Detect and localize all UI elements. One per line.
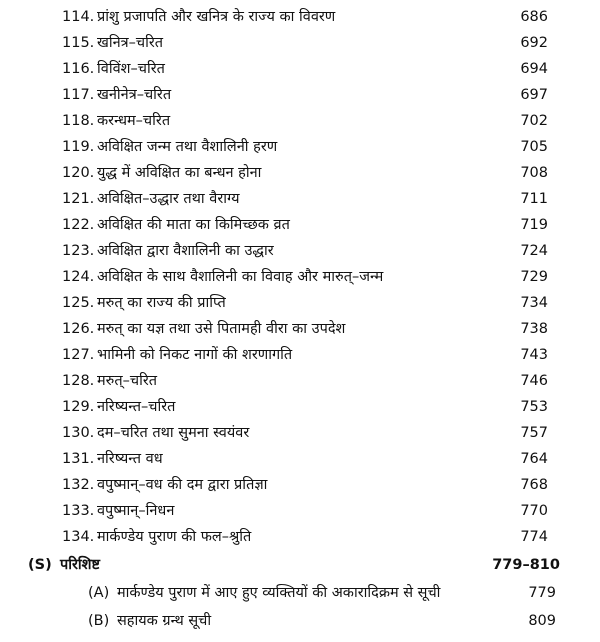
section-marker: (S) [28,557,52,573]
entry-title: दम–चरित तथा सुमना स्वयंवर [97,425,250,441]
entry-title: नरिष्यन्त–चरित [97,399,176,415]
subentry-page: 809 [528,613,556,629]
entry-number: 127. [62,347,95,363]
entry-number: 118. [62,113,95,129]
entry-number: 121. [62,191,95,207]
entry-page: 734 [520,295,548,311]
entry-title: खनित्र–चरित [97,35,164,51]
entry-page: 694 [520,61,548,77]
entry-page: 743 [520,347,548,363]
entry-page: 753 [520,399,548,415]
entry-title: अविक्षित की माता का किमिच्छक व्रत [97,217,290,233]
entry-title: अविक्षित जन्म तथा वैशालिनी हरण [97,139,278,155]
entry-title: अविक्षित–उद्धार तथा वैराग्य [97,191,240,207]
entry-page: 719 [520,217,548,233]
entry-number: 126. [62,321,95,337]
entry-number: 130. [62,425,95,441]
entry-number: 120. [62,165,95,181]
entry-title: मार्कण्डेय पुराण की फल–श्रुति [97,529,252,545]
entry-title: करन्धम–चरित [97,113,171,129]
entry-title: खनीनेत्र–चरित [97,87,172,103]
entry-title: वपुष्मान्–निधन [97,503,175,519]
entry-number: 122. [62,217,95,233]
entry-title: भामिनी को निकट नागों की शरणागति [97,347,293,363]
entry-title: अविक्षित द्वारा वैशालिनी का उद्धार [97,243,274,259]
entry-number: 131. [62,451,95,467]
entry-title: मरुत्–चरित [97,373,158,389]
entry-title: प्रांशु प्रजापति और खनित्र के राज्य का विवरण [97,9,336,25]
entry-title: नरिष्यन्त वध [97,451,163,467]
entry-number: 114. [62,9,95,25]
subentry-title: सहायक ग्रन्थ सूची [117,613,212,629]
entry-page: 774 [520,529,548,545]
entry-number: 132. [62,477,95,493]
entry-page: 724 [520,243,548,259]
entry-title: विविंश–चरित [97,61,165,77]
entry-title: अविक्षित के साथ वैशालिनी का विवाह और मारुत्–जन्म [97,269,384,285]
entry-page: 692 [520,35,548,51]
entry-number: 128. [62,373,95,389]
entry-number: 119. [62,139,95,155]
entry-page: 757 [520,425,548,441]
entry-number: 125. [62,295,95,311]
entry-title: मरुत् का राज्य की प्राप्ति [97,295,226,311]
entry-number: 117. [62,87,95,103]
entry-number: 115. [62,35,95,51]
entry-page: 746 [520,373,548,389]
entry-title: युद्ध में अविक्षित का बन्धन होना [97,165,262,181]
entry-page: 705 [520,139,548,155]
subentry-title: मार्कण्डेय पुराण में आए हुए व्यक्तियों की अकारादिक्रम से सूची [117,585,441,601]
entry-page: 686 [520,9,548,25]
entry-title: मरुत् का यज्ञ तथा उसे पितामही वीरा का उपदेश [97,321,346,337]
entry-number: 133. [62,503,95,519]
entry-number: 124. [62,269,95,285]
entry-page: 770 [520,503,548,519]
entry-page: 768 [520,477,548,493]
subentry-marker: (A) [88,585,110,601]
entry-page: 738 [520,321,548,337]
entry-number: 129. [62,399,95,415]
entry-title: वपुष्मान्–वध की दम द्वारा प्रतिज्ञा [97,477,268,493]
entry-page: 702 [520,113,548,129]
entry-page: 708 [520,165,548,181]
entry-page: 764 [520,451,548,467]
subentry-page: 779 [528,585,556,601]
section-title: परिशिष्ट [60,557,101,573]
entry-number: 134. [62,529,95,545]
subentry-marker: (B) [88,613,110,629]
entry-page: 729 [520,269,548,285]
entry-page: 697 [520,87,548,103]
entry-page: 711 [520,191,548,207]
entry-number: 116. [62,61,95,77]
entry-number: 123. [62,243,95,259]
section-page-range: 779–810 [492,557,560,573]
